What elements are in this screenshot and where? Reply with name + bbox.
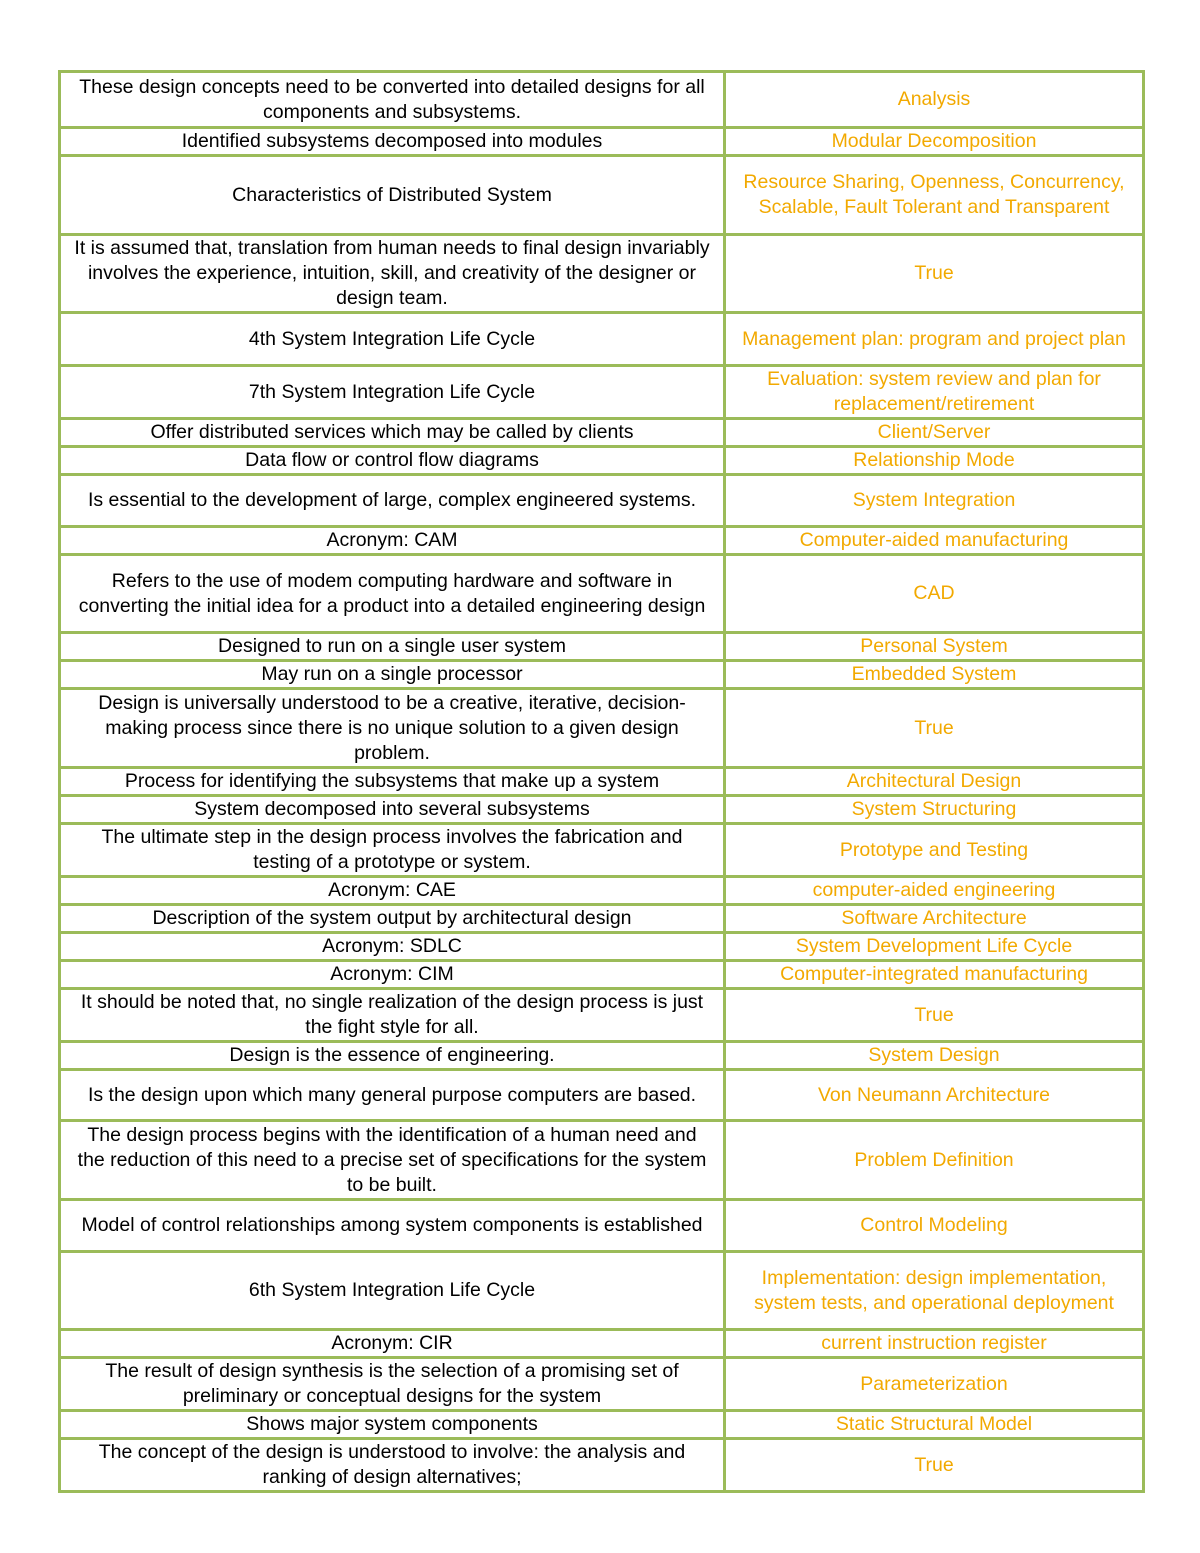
answer-cell: Von Neumann Architecture: [725, 1070, 1144, 1121]
question-cell: Is the design upon which many general purpose computers are based.: [60, 1070, 725, 1121]
table-row: [60, 1330, 1144, 1358]
answer-cell: Evaluation: system review and plan for replacement/retirement: [725, 366, 1144, 419]
table-row: [60, 313, 1144, 366]
answer-cell: CAD: [725, 555, 1144, 633]
table-row: [60, 1200, 1144, 1252]
table-row: [60, 366, 1144, 419]
answer-cell: Personal System: [725, 633, 1144, 661]
question-cell: Design is the essence of engineering.: [60, 1042, 725, 1070]
question-cell: Characteristics of Distributed System: [60, 156, 725, 235]
question-cell: Refers to the use of modem computing hardware and software in converting the initial idea for a product into a detailed engineering design: [60, 555, 725, 633]
table-row: [60, 1070, 1144, 1121]
table-row: [60, 796, 1144, 824]
answer-cell: Management plan: program and project plan: [725, 313, 1144, 366]
answer-cell: Analysis: [725, 72, 1144, 128]
question-cell: Acronym: CIR: [60, 1330, 725, 1358]
question-cell: Process for identifying the subsystems that make up a system: [60, 768, 725, 796]
question-cell: The concept of the design is understood to involve: the analysis and ranking of design alternatives;: [60, 1439, 725, 1492]
question-cell: Description of the system output by architectural design: [60, 905, 725, 933]
question-cell: It should be noted that, no single realization of the design process is just the fight style for all.: [60, 989, 725, 1042]
table-row: [60, 475, 1144, 527]
table-row: [60, 128, 1144, 156]
answer-cell: System Design: [725, 1042, 1144, 1070]
table-row: [60, 1252, 1144, 1330]
table-row: [60, 555, 1144, 633]
question-cell: The result of design synthesis is the selection of a promising set of preliminary or conceptual designs for the system: [60, 1358, 725, 1411]
answer-cell: Static Structural Model: [725, 1411, 1144, 1439]
answer-cell: Problem Definition: [725, 1121, 1144, 1200]
question-cell: Offer distributed services which may be called by clients: [60, 419, 725, 447]
question-cell: Acronym: SDLC: [60, 933, 725, 961]
answer-cell: True: [725, 1439, 1144, 1492]
question-cell: Design is universally understood to be a creative, iterative, decision-making process since there is no unique solution to a given design problem.: [60, 689, 725, 768]
question-cell: The design process begins with the identification of a human need and the reduction of this need to a precise set of specifications for the system to be built.: [60, 1121, 725, 1200]
answer-cell: Control Modeling: [725, 1200, 1144, 1252]
answer-cell: Relationship Mode: [725, 447, 1144, 475]
answer-cell: System Integration: [725, 475, 1144, 527]
qa-table: [58, 70, 1145, 1493]
question-cell: Acronym: CAM: [60, 527, 725, 555]
qa-sheet: [58, 70, 1142, 1493]
table-row: [60, 877, 1144, 905]
table-row: [60, 1042, 1144, 1070]
answer-cell: Architectural Design: [725, 768, 1144, 796]
question-cell: 7th System Integration Life Cycle: [60, 366, 725, 419]
table-row: [60, 1439, 1144, 1492]
question-cell: 6th System Integration Life Cycle: [60, 1252, 725, 1330]
table-row: [60, 1358, 1144, 1411]
answer-cell: True: [725, 689, 1144, 768]
question-cell: Model of control relationships among system components is established: [60, 1200, 725, 1252]
answer-cell: Software Architecture: [725, 905, 1144, 933]
table-row: [60, 961, 1144, 989]
question-cell: It is assumed that, translation from human needs to final design invariably involves the experience, intuition, skill, and creativity of the designer or design team.: [60, 235, 725, 313]
answer-cell: True: [725, 989, 1144, 1042]
table-row: [60, 156, 1144, 235]
table-row: [60, 1121, 1144, 1200]
answer-cell: current instruction register: [725, 1330, 1144, 1358]
question-cell: These design concepts need to be converted into detailed designs for all components and subsystems.: [60, 72, 725, 128]
question-cell: The ultimate step in the design process involves the fabrication and testing of a prototype or system.: [60, 824, 725, 877]
question-cell: Is essential to the development of large, complex engineered systems.: [60, 475, 725, 527]
answer-cell: Resource Sharing, Openness, Concurrency, Scalable, Fault Tolerant and Transparent: [725, 156, 1144, 235]
answer-cell: computer-aided engineering: [725, 877, 1144, 905]
table-row: [60, 661, 1144, 689]
answer-cell: True: [725, 235, 1144, 313]
table-row: [60, 689, 1144, 768]
table-row: [60, 419, 1144, 447]
question-cell: System decomposed into several subsystems: [60, 796, 725, 824]
answer-cell: Embedded System: [725, 661, 1144, 689]
table-row: [60, 989, 1144, 1042]
answer-cell: System Development Life Cycle: [725, 933, 1144, 961]
question-cell: Designed to run on a single user system: [60, 633, 725, 661]
table-row: [60, 527, 1144, 555]
table-row: [60, 235, 1144, 313]
question-cell: May run on a single processor: [60, 661, 725, 689]
table-row: [60, 447, 1144, 475]
answer-cell: System Structuring: [725, 796, 1144, 824]
question-cell: 4th System Integration Life Cycle: [60, 313, 725, 366]
question-cell: Acronym: CIM: [60, 961, 725, 989]
answer-cell: Implementation: design implementation, system tests, and operational deployment: [725, 1252, 1144, 1330]
answer-cell: Parameterization: [725, 1358, 1144, 1411]
answer-cell: Prototype and Testing: [725, 824, 1144, 877]
table-row: [60, 1411, 1144, 1439]
table-row: [60, 933, 1144, 961]
table-row: [60, 633, 1144, 661]
answer-cell: Client/Server: [725, 419, 1144, 447]
question-cell: Acronym: CAE: [60, 877, 725, 905]
answer-cell: Computer-aided manufacturing: [725, 527, 1144, 555]
question-cell: Shows major system components: [60, 1411, 725, 1439]
question-cell: Data flow or control flow diagrams: [60, 447, 725, 475]
table-row: [60, 824, 1144, 877]
answer-cell: Computer-integrated manufacturing: [725, 961, 1144, 989]
answer-cell: Modular Decomposition: [725, 128, 1144, 156]
table-row: [60, 768, 1144, 796]
table-row: [60, 905, 1144, 933]
table-row: [60, 72, 1144, 128]
question-cell: Identified subsystems decomposed into modules: [60, 128, 725, 156]
